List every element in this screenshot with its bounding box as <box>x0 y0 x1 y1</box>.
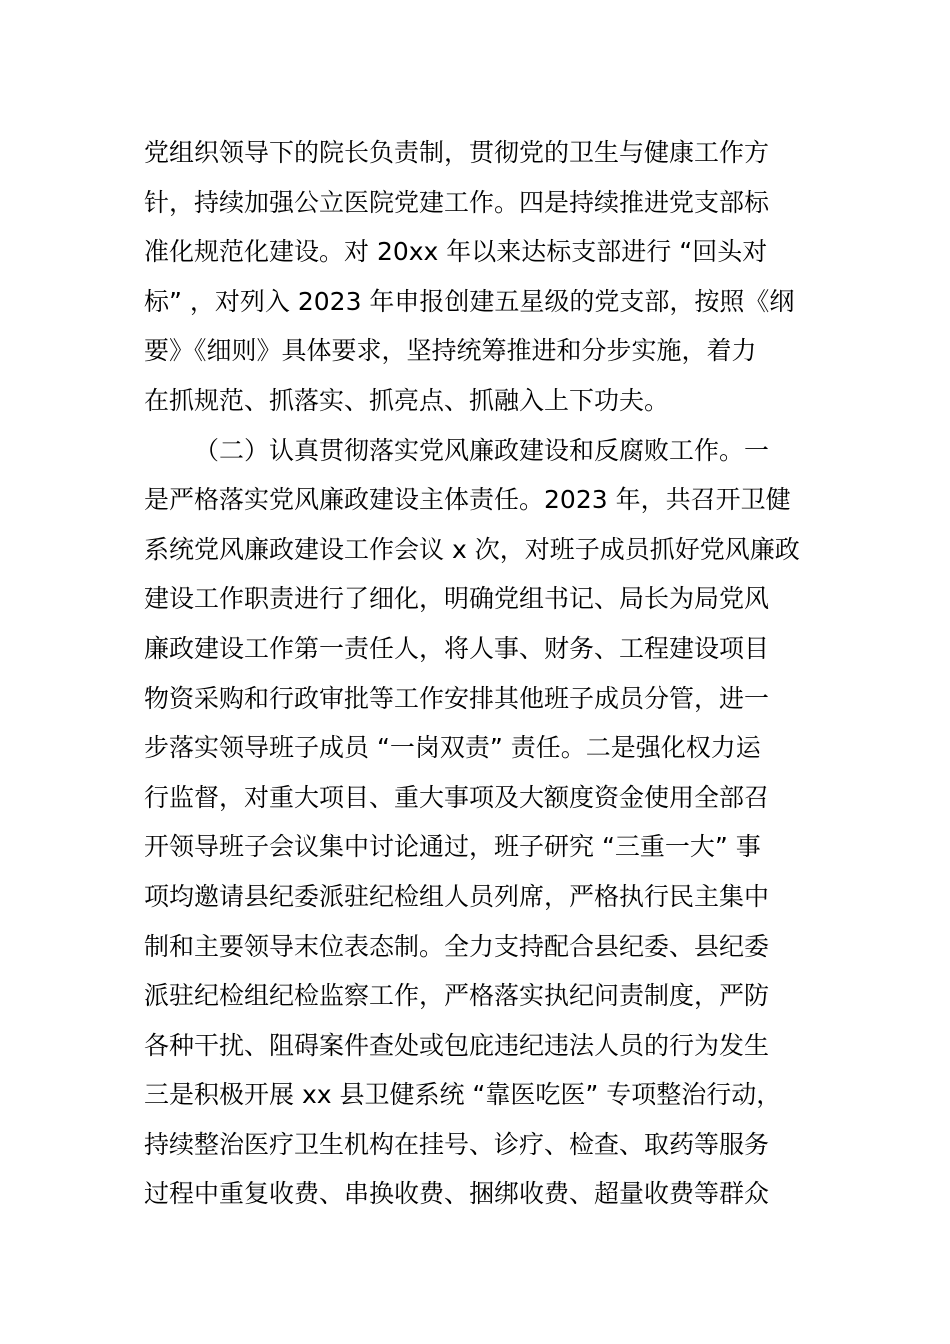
text-line: 针，持续加强公立医院党建工作。四是持续推进党支部标 <box>144 187 770 217</box>
text-line: 在抓规范、抓落实、抓亮点、抓融入上下功夫。 <box>144 385 670 415</box>
text-line: 三是积极开展 xx 县卫健系统 “靠医吃医” 专项整治行动， <box>144 1080 782 1110</box>
text-line: 派驻纪检组纪检监察工作，严格落实执纪问责制度，严防 <box>144 981 770 1011</box>
text-line: 系统党风廉政建设工作会议 x 次，对班子成员抓好党风廉政 <box>144 534 800 564</box>
text-line: 准化规范化建设。对 20xx 年以来达标支部进行 “回头对 <box>144 237 768 267</box>
text-line: 标” ，对列入 2023 年申报创建五星级的党支部，按照《纲 <box>144 286 795 316</box>
text-line: 行监督，对重大项目、重大事项及大额度资金使用全部召 <box>144 782 770 812</box>
text-line: 步落实领导班子成员 “一岗双责” 责任。二是强化权力运 <box>144 733 761 763</box>
text-line: 要》《细则》具体要求，坚持统筹推进和分步实施，着力 <box>144 336 757 366</box>
text-line: 开领导班子会议集中讨论通过，班子研究 “三重一大” 事 <box>144 832 761 862</box>
text-line: 制和主要领导末位表态制。全力支持配合县纪委、县纪委 <box>144 931 770 961</box>
text-line: 廉政建设工作第一责任人，将人事、财务、工程建设项目 <box>144 633 770 663</box>
text-line: 物资采购和行政审批等工作安排其他班子成员分管，进一 <box>144 683 770 713</box>
text-line: 建设工作职责进行了细化，明确党组书记、局长为局党风 <box>144 584 770 614</box>
text-line: 各种干扰、阻碍案件查处或包庇违纪违法人员的行为发生 <box>144 1030 770 1060</box>
section-heading-line: （二）认真贯彻落实党风廉政建设和反腐败工作。一 <box>194 435 770 465</box>
text-line: 持续整治医疗卫生机构在挂号、诊疗、检查、取药等服务 <box>144 1129 770 1159</box>
text-line: 项均邀请县纪委派驻纪检组人员列席，严格执行民主集中 <box>144 881 770 911</box>
body-text <box>144 128 808 1219</box>
text-line: 党组织领导下的院长负责制，贯彻党的卫生与健康工作方 <box>144 138 770 167</box>
text-line: 过程中重复收费、串换收费、捆绑收费、超量收费等群众 <box>144 1179 770 1209</box>
text-line: 是严格落实党风廉政建设主体责任。2023 年，共召开卫健 <box>144 485 791 515</box>
